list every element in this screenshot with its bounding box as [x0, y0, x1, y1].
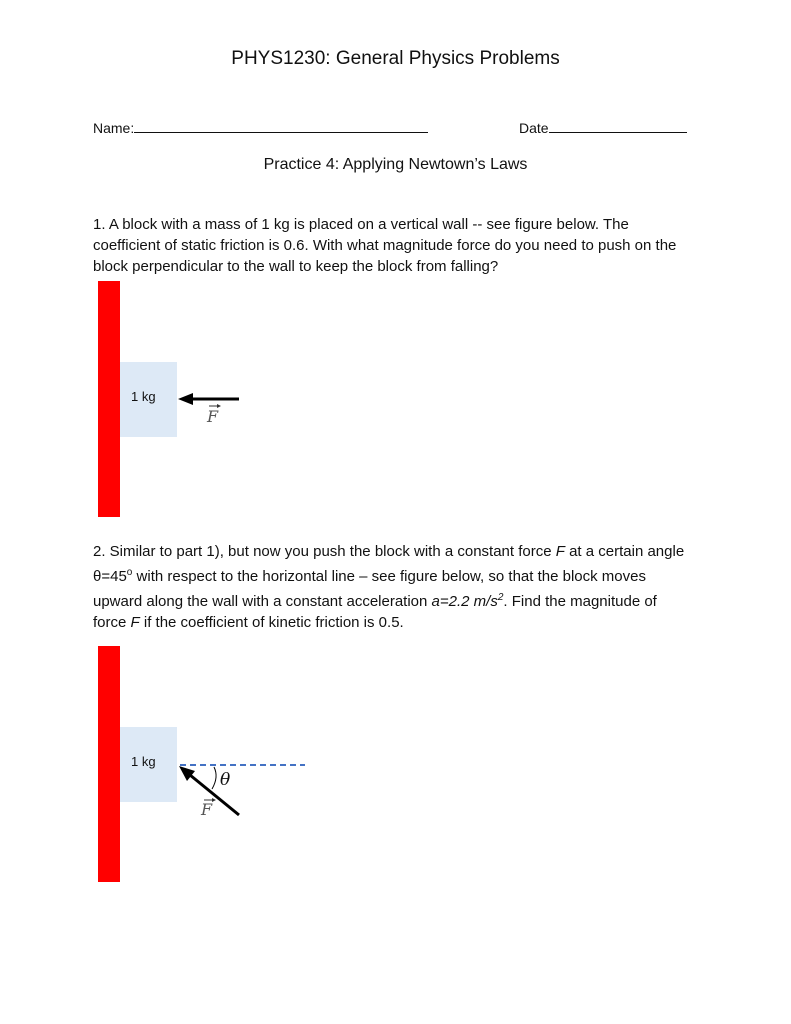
angle-arc: [212, 767, 216, 789]
name-label: Name:: [93, 120, 135, 136]
block-mass-label-1: 1 kg: [131, 389, 156, 404]
block-mass-label-2: 1 kg: [131, 754, 156, 769]
force-label-1: F: [207, 407, 219, 426]
problem-1-text: 1. A block with a mass of 1 kg is placed on a vertical wall -- see figure below. The coefficient of static friction is 0.6. With what magnitude force do you need to push on the block perpendicular to the wall to keep the block from falling?: [93, 216, 677, 275]
problem-2-text: 2. Similar to part 1), but now you push the block with a constant force F at a certain angle $\theta=45^o$ with respect to the horizontal line – see figure below, so that the block moves upward along the wall with a constant acceleration a=2.2 $m/s^2$. Find the magnitude of force F if the coefficient of kinetic friction is 0.5.: [93, 543, 685, 631]
date-label: Date: [519, 120, 549, 136]
angle-theta-label: θ: [220, 770, 231, 790]
force-label-2: F: [201, 800, 213, 819]
practice-subtitle: Practice 4: Applying Newtown’s Laws: [263, 156, 528, 173]
page-title: PHYS1230: General Physics Problems: [231, 48, 560, 69]
